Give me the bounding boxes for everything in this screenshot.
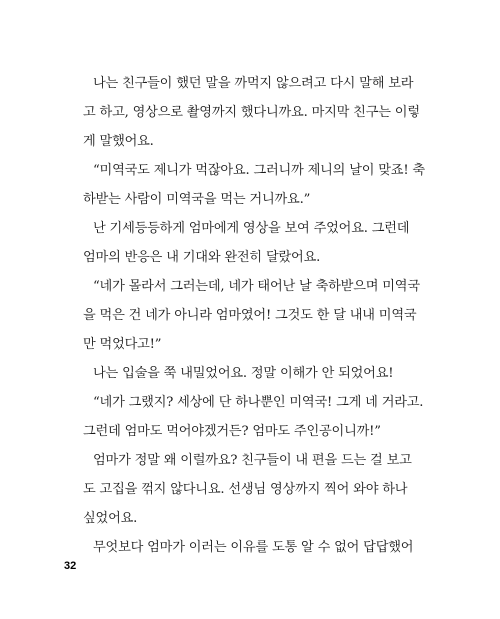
text-line: 싶었어요.: [83, 511, 138, 526]
text-line: 나는 입술을 쭉 내밀었어요. 정말 이해가 안 되었어요!: [93, 366, 394, 381]
text-line: 도 고집을 꺾지 않다니요. 선생님 영상까지 찍어 와야 하나: [83, 482, 408, 497]
text-line: 엄마의 반응은 내 기대와 완전히 달랐어요.: [83, 250, 321, 265]
text-line: 을 먹은 건 네가 아니라 엄마였어! 그것도 한 달 내내 미역국: [83, 308, 417, 323]
text-line: “네가 몰라서 그러는데, 네가 태어난 날 축하받으며 미역국: [93, 279, 420, 294]
text-line: 고 하고, 영상으로 촬영까지 했다니까요. 마지막 친구는 이렇: [83, 105, 420, 120]
text-line: 그런데 엄마도 먹어야겠거든? 엄마도 주인공이니까!”: [83, 424, 381, 439]
text-line: 무엇보다 엄마가 이러는 이유를 도통 알 수 없어 답답했어: [93, 540, 414, 555]
text-line: “네가 그랬지? 세상에 단 하나뿐인 미역국! 그게 네 거라고.: [93, 395, 424, 410]
text-line: 나는 친구들이 했던 말을 까먹지 않으려고 다시 말해 보라: [93, 76, 414, 91]
page-number: 32: [64, 560, 77, 572]
text-line: 만 먹었다고!”: [83, 337, 162, 352]
text-line: “미역국도 제니가 먹잖아요. 그러니까 제니의 날이 맞죠! 축: [93, 163, 425, 178]
text-line: 엄마가 정말 왜 이럴까요? 친구들이 내 편을 드는 걸 보고: [93, 453, 412, 468]
text-line: 게 말했어요.: [83, 134, 154, 149]
text-line: 하받는 사람이 미역국을 먹는 거니까요.”: [83, 192, 311, 207]
text-line: 난 기세등등하게 엄마에게 영상을 보여 주었어요. 그런데: [93, 221, 410, 236]
